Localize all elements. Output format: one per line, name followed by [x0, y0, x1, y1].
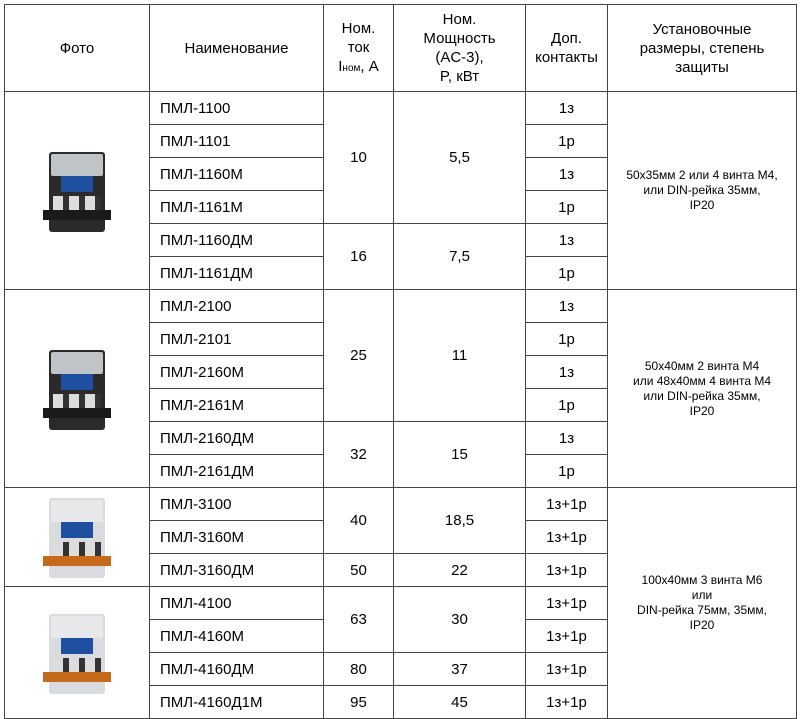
contactor-photo-icon [39, 342, 115, 436]
model-name: ПМЛ-3160М [150, 521, 324, 554]
aux-contacts: 1р [526, 125, 608, 158]
header-name: Наименование [150, 5, 324, 92]
model-name: ПМЛ-2101 [150, 323, 324, 356]
mounting-dims: 100x40мм 3 винта М6 или DIN-рейка 75мм, 35мм, IP20 [608, 488, 797, 719]
model-name: ПМЛ-2100 [150, 290, 324, 323]
table-row [5, 92, 797, 125]
aux-contacts: 1з [526, 290, 608, 323]
header-dims: Установочные размеры, степень защиты [608, 5, 797, 92]
rated-power: 22 [394, 554, 526, 587]
aux-contacts: 1з+1р [526, 653, 608, 686]
aux-contacts: 1з [526, 224, 608, 257]
aux-contacts: 1р [526, 191, 608, 224]
rated-current: 16 [324, 224, 394, 290]
table-row [5, 290, 797, 323]
photo-cell [5, 488, 150, 587]
model-name: ПМЛ-1160М [150, 158, 324, 191]
rated-current: 50 [324, 554, 394, 587]
rated-power: 30 [394, 587, 526, 653]
contactor-spec-table [4, 4, 797, 719]
photo-cell [5, 587, 150, 719]
model-name: ПМЛ-1101 [150, 125, 324, 158]
model-name: ПМЛ-2160ДМ [150, 422, 324, 455]
model-name: ПМЛ-1100 [150, 92, 324, 125]
rated-power: 18,5 [394, 488, 526, 554]
mounting-dims: 50x40мм 2 винта М4 или 48x40мм 4 винта М4 или DIN-рейка 35мм, IP20 [608, 290, 797, 488]
rated-current: 25 [324, 290, 394, 422]
aux-contacts: 1з+1р [526, 620, 608, 653]
aux-contacts: 1з [526, 92, 608, 125]
rated-power: 15 [394, 422, 526, 488]
aux-contacts: 1з+1р [526, 488, 608, 521]
contactor-photo-icon [39, 606, 115, 700]
rated-current: 32 [324, 422, 394, 488]
model-name: ПМЛ-4160ДМ [150, 653, 324, 686]
header-contacts: Доп. контакты [526, 5, 608, 92]
model-name: ПМЛ-2161М [150, 389, 324, 422]
aux-contacts: 1з+1р [526, 686, 608, 719]
mounting-dims: 50x35мм 2 или 4 винта М4, или DIN-рейка 35мм, IP20 [608, 92, 797, 290]
model-name: ПМЛ-1161М [150, 191, 324, 224]
rated-current: 80 [324, 653, 394, 686]
aux-contacts: 1р [526, 257, 608, 290]
photo-cell [5, 92, 150, 290]
model-name: ПМЛ-3100 [150, 488, 324, 521]
model-name: ПМЛ-4160М [150, 620, 324, 653]
model-name: ПМЛ-1160ДМ [150, 224, 324, 257]
model-name: ПМЛ-4100 [150, 587, 324, 620]
rated-power: 5,5 [394, 92, 526, 224]
model-name: ПМЛ-1161ДМ [150, 257, 324, 290]
rated-power: 37 [394, 653, 526, 686]
header-row [5, 5, 797, 92]
contactor-photo-icon [39, 490, 115, 584]
model-name: ПМЛ-2161ДМ [150, 455, 324, 488]
rated-current: 10 [324, 92, 394, 224]
rated-current: 63 [324, 587, 394, 653]
aux-contacts: 1з [526, 422, 608, 455]
rated-current: 95 [324, 686, 394, 719]
aux-contacts: 1з+1р [526, 587, 608, 620]
model-name: ПМЛ-2160М [150, 356, 324, 389]
model-name: ПМЛ-3160ДМ [150, 554, 324, 587]
aux-contacts: 1р [526, 323, 608, 356]
table-row [5, 488, 797, 521]
header-current: Ном. ток Iном, А [324, 5, 394, 92]
aux-contacts: 1з+1р [526, 521, 608, 554]
contactor-photo-icon [39, 144, 115, 238]
rated-power: 45 [394, 686, 526, 719]
aux-contacts: 1р [526, 455, 608, 488]
photo-cell [5, 290, 150, 488]
model-name: ПМЛ-4160Д1М [150, 686, 324, 719]
aux-contacts: 1р [526, 389, 608, 422]
rated-power: 11 [394, 290, 526, 422]
aux-contacts: 1з [526, 356, 608, 389]
header-power: Ном. Мощность (AC-3), P, кВт [394, 5, 526, 92]
rated-current: 40 [324, 488, 394, 554]
rated-power: 7,5 [394, 224, 526, 290]
header-photo: Фото [5, 5, 150, 92]
aux-contacts: 1з+1р [526, 554, 608, 587]
aux-contacts: 1з [526, 158, 608, 191]
